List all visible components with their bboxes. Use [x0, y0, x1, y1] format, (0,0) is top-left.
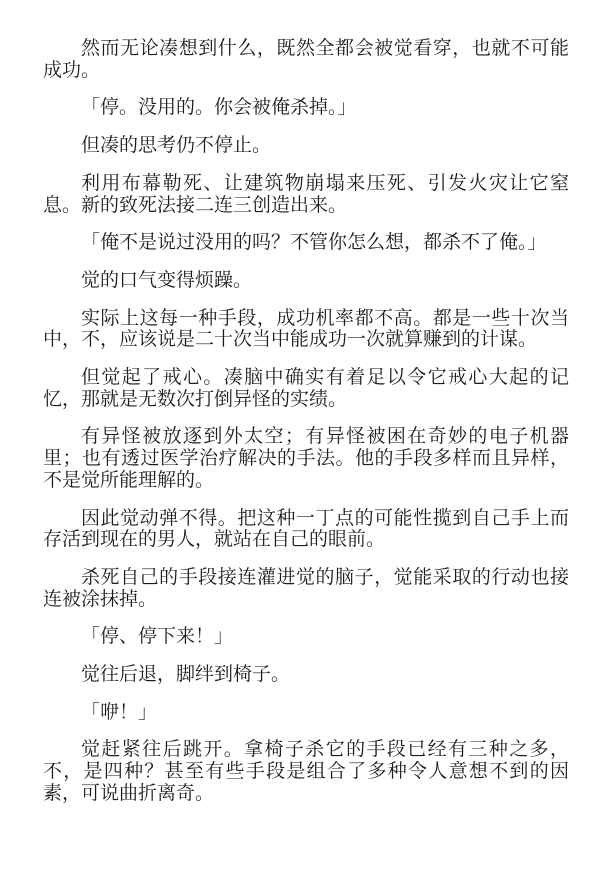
- paragraph: 但凑的思考仍不停止。: [81, 135, 272, 157]
- paragraph: 因此觉动弹不得。把这种一丁点的可能性揽到自己手上而存活到现在的男人，就站在自己的眼前。: [43, 507, 569, 551]
- paragraph: 杀死自己的手段接连灌进觉的脑子，觉能采取的行动也接连被涂抹掉。: [43, 566, 569, 610]
- paragraph: 有异怪被放逐到外太空；有异怪被困在奇妙的电子机器里；也有透过医学治疗解决的手法。他的手段多样而且异样，不是觉所能理解的。: [43, 426, 569, 491]
- paragraph: 觉的口气变得烦躁。: [81, 269, 253, 291]
- paragraph-dialogue: 「停。没用的。你会被俺杀掉。」: [81, 97, 357, 119]
- paragraph: 觉赶紧往后跳开。拿椅子杀它的手段已经有三种之多，不，是四种？甚至有些手段是组合了多种令人意想不到的因素，可说曲折离奇。: [43, 739, 569, 804]
- paragraph-dialogue: 「俺不是说过没用的吗？不管你怎么想，都杀不了俺。」: [81, 232, 547, 254]
- paragraph-dialogue: 「停、停下来！」: [81, 626, 234, 648]
- paragraph: 实际上这每一种手段，成功机率都不高。都是一些十次当中，不，应该说是二十次当中能成功一次就算赚到的计谋。: [43, 307, 569, 351]
- paragraph: 利用布幕勒死、让建筑物崩塌来压死、引发火灾让它窒息。新的致死法接二连三创造出来。: [43, 172, 569, 216]
- paragraph: 但觉起了戒心。凑脑中确实有着足以令它戒心大起的记忆，那就是无数次打倒异怪的实绩。: [43, 367, 569, 410]
- paragraph-dialogue: 「咿！」: [81, 701, 158, 723]
- paragraph: 然而无论凑想到什么，既然全都会被觉看穿，也就不可能成功。: [43, 38, 569, 81]
- paragraph: 觉往后退，脚绊到椅子。: [81, 664, 291, 686]
